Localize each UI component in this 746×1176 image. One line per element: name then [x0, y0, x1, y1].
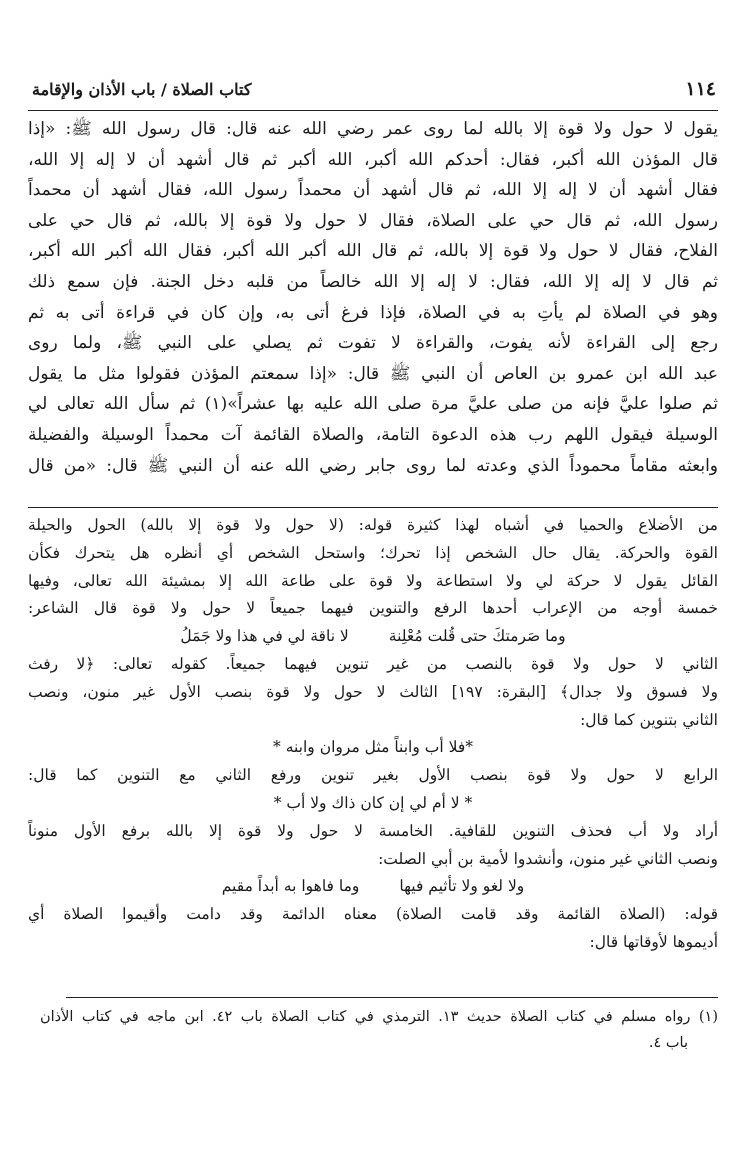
main-line: يقول لا حول ولا قوة إلا بالله لما روى عمر رضي الله عنه قال: قال رسول الله ﷺ: «إذا: [28, 119, 718, 139]
poem-verse: [28, 623, 718, 651]
commentary-line: الثاني لا حول ولا قوة بالنصب من غير تنوين فيهما جميعاً. كقوله تعالى: ﴿لا رفث: [28, 654, 718, 673]
commentary-line: ونصب الثاني غير منون، وأنشدوا لأمية بن أبي الصلت:: [378, 849, 718, 868]
commentary-line: خمسة أوجه من الإعراب أحدها الرفع والتنوين فيهما جميعاً لا حول ولا قوة قال الشاعر:: [28, 599, 718, 618]
main-line: قال المؤذن الله أكبر، فقال: أحدكم الله أكبر، الله أكبر ثم قال أشهد أن لا إله إلا الله،: [28, 149, 718, 170]
footnote-line: باب ٤.: [648, 1035, 688, 1051]
poem-verse: *فلا أب وابناً مثل مروان وابنه *: [273, 738, 473, 757]
main-line: الوسيلة فيقول اللهم رب هذه الدعوة التامة، والصلاة القائمة آت محمداً الوسيلة والفضيلة: [28, 424, 718, 445]
main-line: عبد الله ابن عمرو بن العاص أن النبي ﷺ قال: «إذا سمعتم المؤذن فقولوا مثل ما يقول: [28, 363, 718, 384]
main-line: ثم صلوا عليَّ فإنه من صلى عليَّ مرة صلى الله عليه بها عشراً»(١) ثم سأل الله تعالى لي: [28, 394, 718, 415]
footnote-divider: [66, 997, 718, 998]
commentary-line: الثاني بتنوين كما قال:: [580, 710, 718, 729]
verse-second-hemistich: لا ناقة لي في هذا ولا جَمَلُ: [180, 627, 349, 646]
running-title: كتاب الصلاة / باب الأذان والإقامة: [32, 80, 252, 99]
main-line: رسول الله، ثم قال حي على الصلاة، فقال لا حول ولا قوة إلا بالله، ثم قال حي على: [28, 210, 718, 231]
poem-verse: * لا أم لي إن كان ذاك ولا أب *: [273, 793, 473, 812]
footnote-line: (١) رواه مسلم في كتاب الصلاة حديث ١٣. الترمذي في كتاب الصلاة باب ٤٢. ابن ماجه في كتاب الأذان: [40, 1009, 718, 1025]
main-line: رجع إلى القراءة لأنه يفوت، والقراءة لا تفوت ثم يصلي على النبي ﷺ، ولما روى: [28, 333, 718, 354]
commentary-line: الرابع لا حول ولا قوة بنصب الأول بغير تنوين ورفع الثاني مع التنوين كما قال:: [28, 766, 718, 785]
poem-verse: [28, 873, 718, 901]
page-header: [28, 78, 718, 108]
verse-first-hemistich: وما صَرمتكَ حتى قُلت مُعْلِنة: [388, 627, 566, 646]
verse-first-hemistich: ولا لغو ولا تأثيم فيها: [399, 877, 525, 896]
main-line: وابعثه مقاماً محموداً الذي وعدته لما روى جابر رضي الله عنه أن النبي ﷺ قال: «من قال: [28, 455, 718, 476]
footnotes: [40, 1004, 718, 1056]
main-text: [28, 114, 718, 481]
commentary-divider: [28, 507, 718, 508]
verse-second-hemistich: وما فاهوا به أبداً مقيم: [221, 877, 360, 896]
main-line: فقال أشهد أن لا إله إلا الله، ثم قال أشهد أن محمداً رسول الله، فقال أشهد أن محمداً: [28, 180, 718, 201]
commentary-line: القائل يقول لا حركة لي ولا استطاعة ولا قوة على طاعة الله إلا بمشيئة الله تعالى، وفيها: [28, 571, 718, 590]
commentary-line: أراد ولا أب فحذف التنوين للقافية. الخامسة لا حول ولا قوة إلا بالله برفع الأول منوناً: [28, 821, 718, 840]
commentary-line: ولا فسوق ولا جدال﴾ [البقرة: ١٩٧] الثالث لا حول ولا قوة بنصب الأول غير منون، ونصب: [28, 682, 718, 701]
main-line: ثم قال لا إله إلا الله، فقال: لا إله إلا الله خالصاً من قلبه دخل الجنة. فإن سمع ذلك: [28, 271, 718, 292]
commentary-line: من الأضلاع والحميا في أشباه لهذا كثيرة قوله: (لا حول ولا قوة إلا بالله) الحول والحيلة: [28, 516, 718, 534]
commentary-line: قوله: (الصلاة القائمة وقد قامت الصلاة) معناه الدائمة وقد دامت وأقيموا الصلاة أي: [28, 905, 718, 924]
header-rule: [28, 110, 718, 111]
main-line: الفلاح، فقال لا حول ولا قوة إلا بالله، ثم قال الله أكبر الله أكبر، فقال الله أكبر الله أكبر،: [28, 241, 718, 262]
main-line: وهو في الصلاة لم يأتِ به في الصلاة، فإذا فرغ أتى به، وإن كان في قراءة أتى به ثم: [28, 302, 718, 323]
commentary-line: أديموها لأوقاتها قال:: [589, 932, 718, 951]
commentary-line: القوة والحركة. يقال حال الشخص إذا تحرك؛ واستحل الشخص أي أنظره هل يتحرك فكأن: [28, 543, 718, 562]
page-number: ١١٤: [685, 78, 716, 100]
commentary-text: [28, 512, 718, 957]
